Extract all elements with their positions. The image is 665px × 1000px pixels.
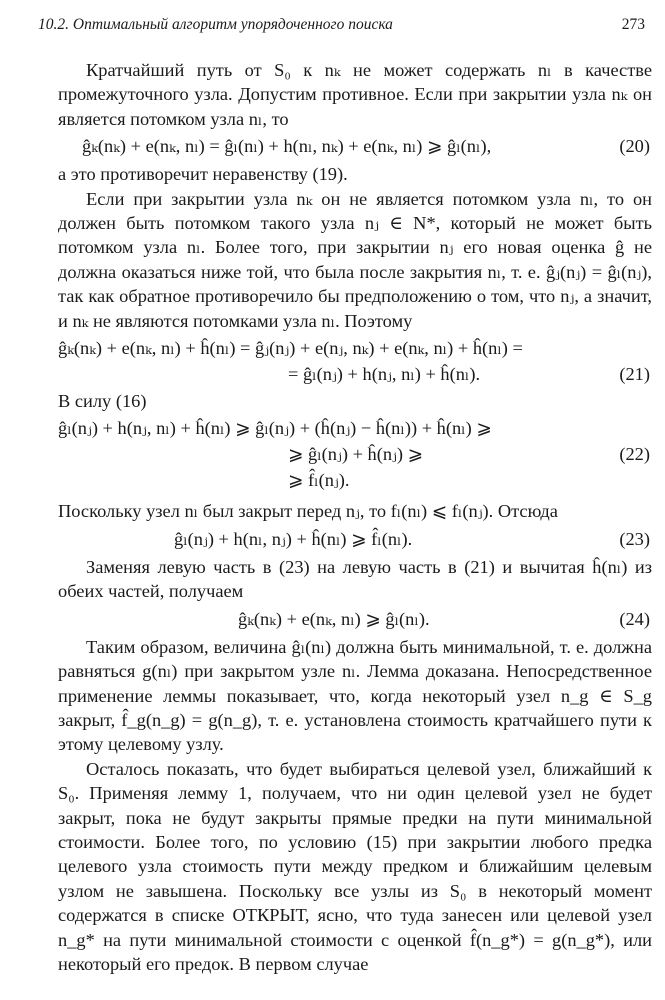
equation-24 — [58, 604, 652, 635]
paragraph: Таким образом, величина ĝₗ(nₗ) должна быть минимальной, т. е. должна равняться g(nₗ) при закрытом узле nₗ. Лемма доказана. Непосредственное применение леммы показывает, что, когда некоторый узел n_g ∈ S_g закрыт, f̂_g(n_g) = g(n_g), т. е. установлена стоимость кратчайшего пути к этому целевому узлу. — [58, 636, 652, 755]
page-header — [38, 16, 645, 40]
equation-number: (24) — [619, 608, 650, 629]
equation-21 — [58, 333, 652, 389]
equation-text: ĝₖ(nₖ) + e(nₖ, nₗ) = ĝₗ(nₗ) + h(nₗ, nₖ) + e(nₖ, nₗ) ⩾ ĝₗ(nₗ), — [82, 136, 492, 157]
paragraph: Если при закрытии узла nₖ он не является потомком узла nₗ, то он должен быть потомком такого узла nⱼ ∈ N*, который не может быть потомком узла nₗ. Более того, при закрытии nⱼ его новая оценка ĝ не должна оказаться ниже той, что была после закрытия nₗ, т. е. ĝⱼ(nⱼ) = ĝₗ(nⱼ), так как обратное противоречило бы предположению о том, что nⱼ, а значит, и nₖ не являются потомками узла nₗ. Поэтому — [58, 188, 652, 331]
equation-text: ĝₖ(nₖ) + e(nₖ, nₗ) ⩾ ĝₗ(nₗ). — [238, 608, 430, 629]
paragraph: Заменяя левую часть в (23) на левую часть в (21) и вычитая ĥ(nₗ) из обеих частей, получаем — [58, 556, 652, 602]
equation-number: (21) — [619, 364, 650, 385]
equation-line: ĝₗ(nⱼ) + h(nⱼ, nₗ) + ĥ(nₗ) ⩾ ĝₗ(nⱼ) + (ĥ(nⱼ) − ĥ(nₗ)) + ĥ(nₗ) ⩾ — [58, 418, 492, 439]
running-title: 10.2. Оптимальный алгоритм упорядоченного поиска — [38, 16, 393, 33]
equation-number: (23) — [619, 528, 650, 549]
equation-20 — [58, 131, 652, 162]
equation-number: (22) — [619, 444, 650, 465]
page-number: 273 — [621, 16, 645, 33]
paragraph: Поскольку узел nₗ был закрыт перед nⱼ, то fₗ(nₗ) ⩽ fₗ(nⱼ). Отсюда — [58, 501, 558, 522]
paragraph: Кратчайший путь от S₀ к nₖ не может содержать nₗ в качестве промежуточного узла. Допустим противное. Если при закрытии узла nₖ он является потомком узла nₗ, то — [58, 60, 652, 129]
equation-line: ĝₖ(nₖ) + e(nₖ, nₗ) + ĥ(nₗ) = ĝⱼ(nⱼ) + e(nⱼ, nₖ) + e(nₖ, nₗ) + ĥ(nₗ) = — [58, 338, 523, 359]
equation-22 — [58, 413, 652, 495]
page-body — [58, 58, 652, 976]
paragraph: а это противоречит неравенству (19). — [58, 164, 348, 185]
equation-text: ĝₗ(nⱼ) + h(nₗ, nⱼ) + ĥ(nₗ) ⩾ f̂ₗ(nₗ). — [174, 528, 413, 549]
equation-line: = ĝₗ(nⱼ) + h(nⱼ, nₗ) + ĥ(nₗ). — [288, 364, 481, 385]
equation-number: (20) — [619, 136, 650, 157]
equation-line: ⩾ f̂ₗ(nⱼ). — [288, 470, 350, 491]
paragraph: Осталось показать, что будет выбираться целевой узел, ближайший к S₀. Применяя лемму 1, получаем, что ни один целевой узел не будет закрыт, пока не будут закрыты прямые предки на пути минимальной стоимости. Более того, по условию (15) при закрытии любого предка целевого узла стоимость пути между предком и ближайшим целевым узлом не завышена. Поскольку все узлы из S₀ в некоторый момент содержатся в списке ОТКРЫТ, ясно, что туда занесен или целевой узел n_g* на пути минимальной стоимости с оценкой f̂(n_g*) = g(n_g*), или некоторый его предок. В первом случае — [58, 758, 652, 974]
equation-line: ⩾ ĝₗ(nⱼ) + ĥ(nⱼ) ⩾ — [288, 444, 424, 465]
paragraph: В силу (16) — [58, 391, 147, 412]
equation-23 — [58, 524, 652, 555]
